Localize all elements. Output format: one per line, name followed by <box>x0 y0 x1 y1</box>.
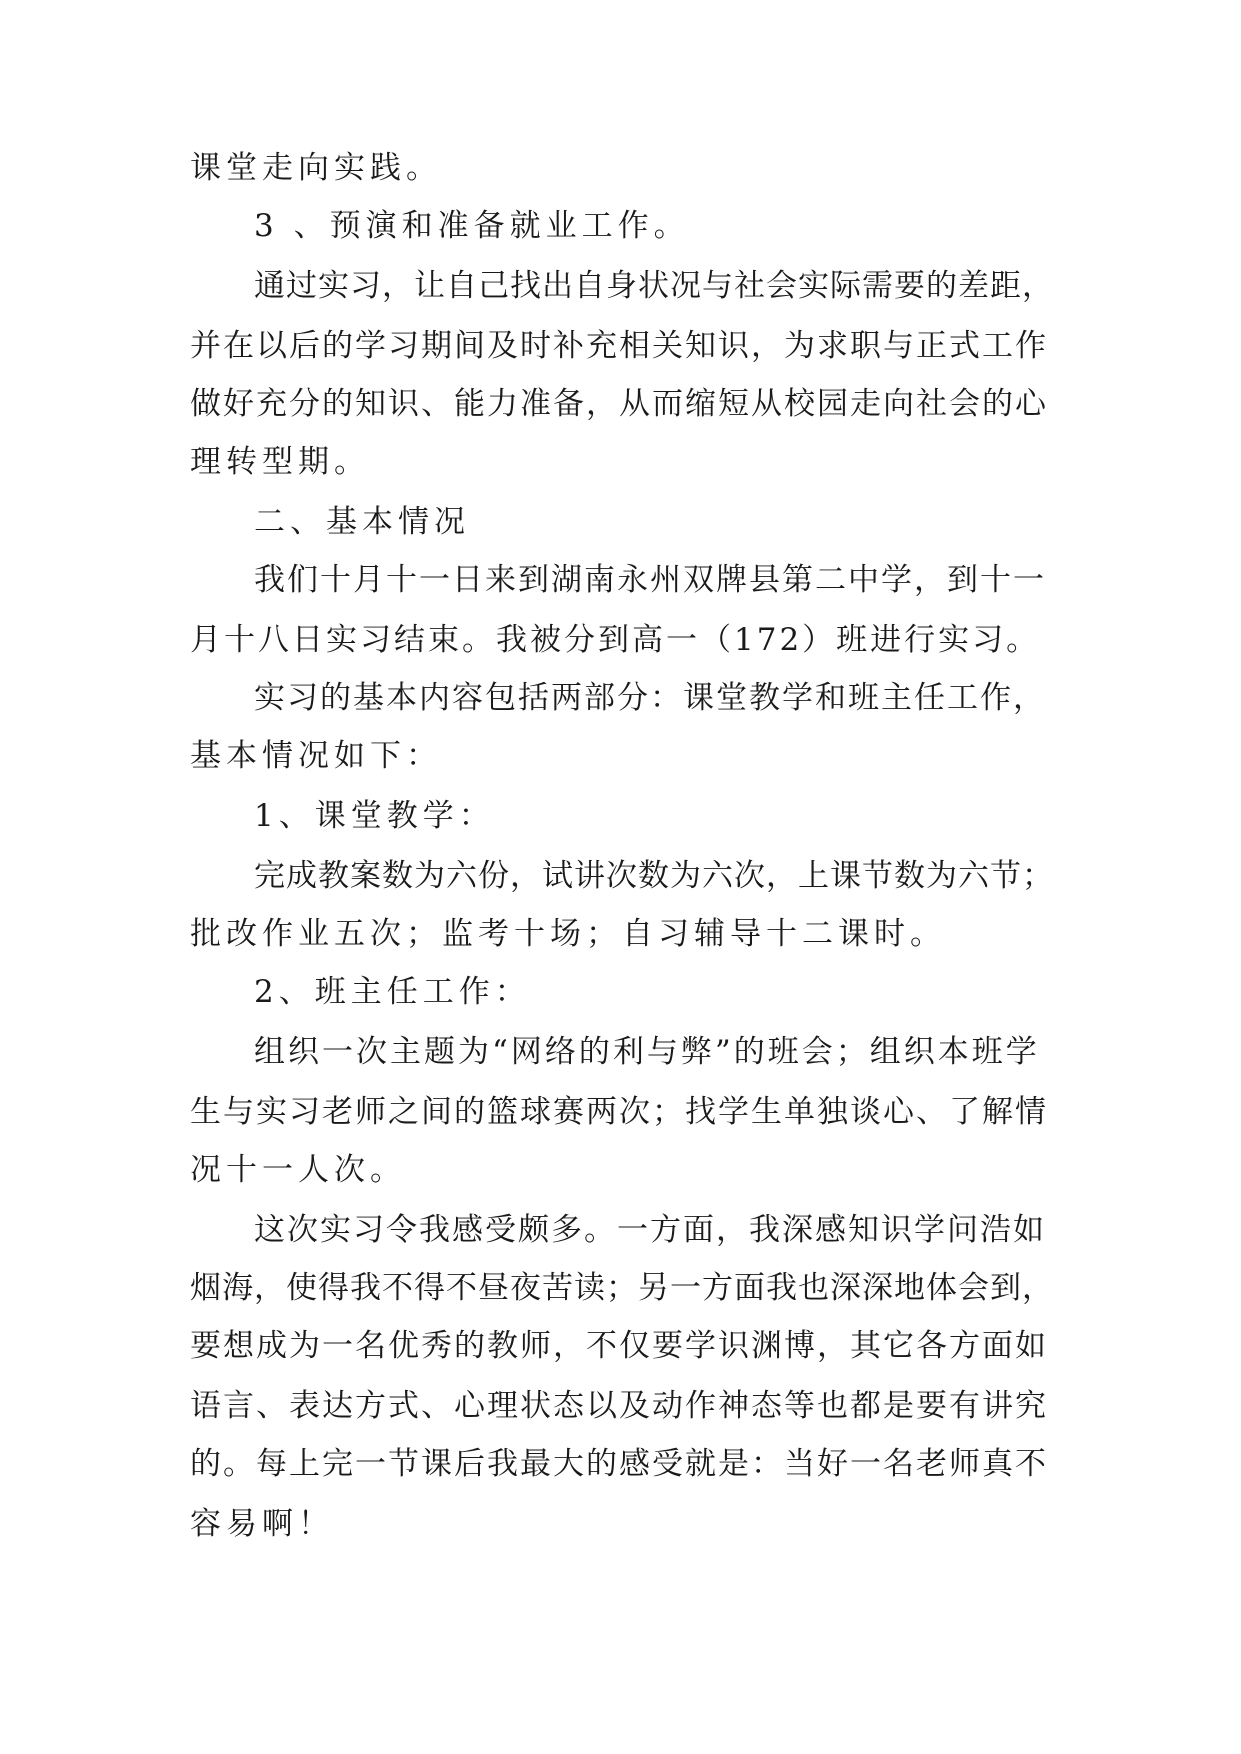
text-line-10: 实习的基本内容包括两部分：课堂教学和班主任工作， <box>254 680 1046 716</box>
text-line-3: 通过实习，让自己找出自身状况与社会实际需要的差距， <box>254 268 1054 304</box>
text-line-1: 课堂走向实践。 <box>190 150 442 186</box>
text-line-20: 烟海，使得我不得不昼夜苦读；另一方面我也深深地体会到， <box>190 1270 1054 1306</box>
text-line-9: 月十八日实习结束。我被分到高一（172）班进行实习。 <box>190 622 1041 658</box>
text-line-24: 容易啊！ <box>190 1506 334 1542</box>
text-line-8: 我们十月十一日来到湖南永州双牌县第二中学，到十一 <box>254 562 1046 598</box>
text-line-14: 批改作业五次；监考十场；自习辅导十二课时。 <box>190 916 946 952</box>
text-line-6: 理转型期。 <box>190 444 370 480</box>
text-line-17: 生与实习老师之间的篮球赛两次；找学生单独谈心、了解情 <box>190 1094 1048 1130</box>
text-line-13: 完成教案数为六份，试讲次数为六次，上课节数为六节； <box>254 858 1054 894</box>
text-line-5: 做好充分的知识、能力准备，从而缩短从校园走向社会的心 <box>190 386 1048 422</box>
text-line-23: 的。每上完一节课后我最大的感受就是：当好一名老师真不 <box>190 1446 1048 1482</box>
text-line-11: 基本情况如下： <box>190 738 442 774</box>
text-line-19: 这次实习令我感受颇多。一方面，我深感知识学问浩如 <box>254 1212 1046 1248</box>
subheading-classroom-teaching: 1、课堂教学： <box>254 798 495 834</box>
text-line-16: 组织一次主题为“网络的利与弊”的班会；组织本班学 <box>254 1034 1040 1070</box>
text-line-21: 要想成为一名优秀的教师，不仅要学识渊博，其它各方面如 <box>190 1328 1048 1364</box>
text-line-4: 并在以后的学习期间及时补充相关知识，为求职与正式工作 <box>190 328 1048 364</box>
text-line-2: 3 、预演和准备就业工作。 <box>254 208 690 244</box>
section-heading: 二、基本情况 <box>254 504 470 540</box>
text-line-18: 况十一人次。 <box>190 1152 406 1188</box>
text-line-22: 语言、表达方式、心理状态以及动作神态等也都是要有讲究 <box>190 1388 1048 1424</box>
subheading-head-teacher-work: 2、班主任工作： <box>254 974 531 1010</box>
